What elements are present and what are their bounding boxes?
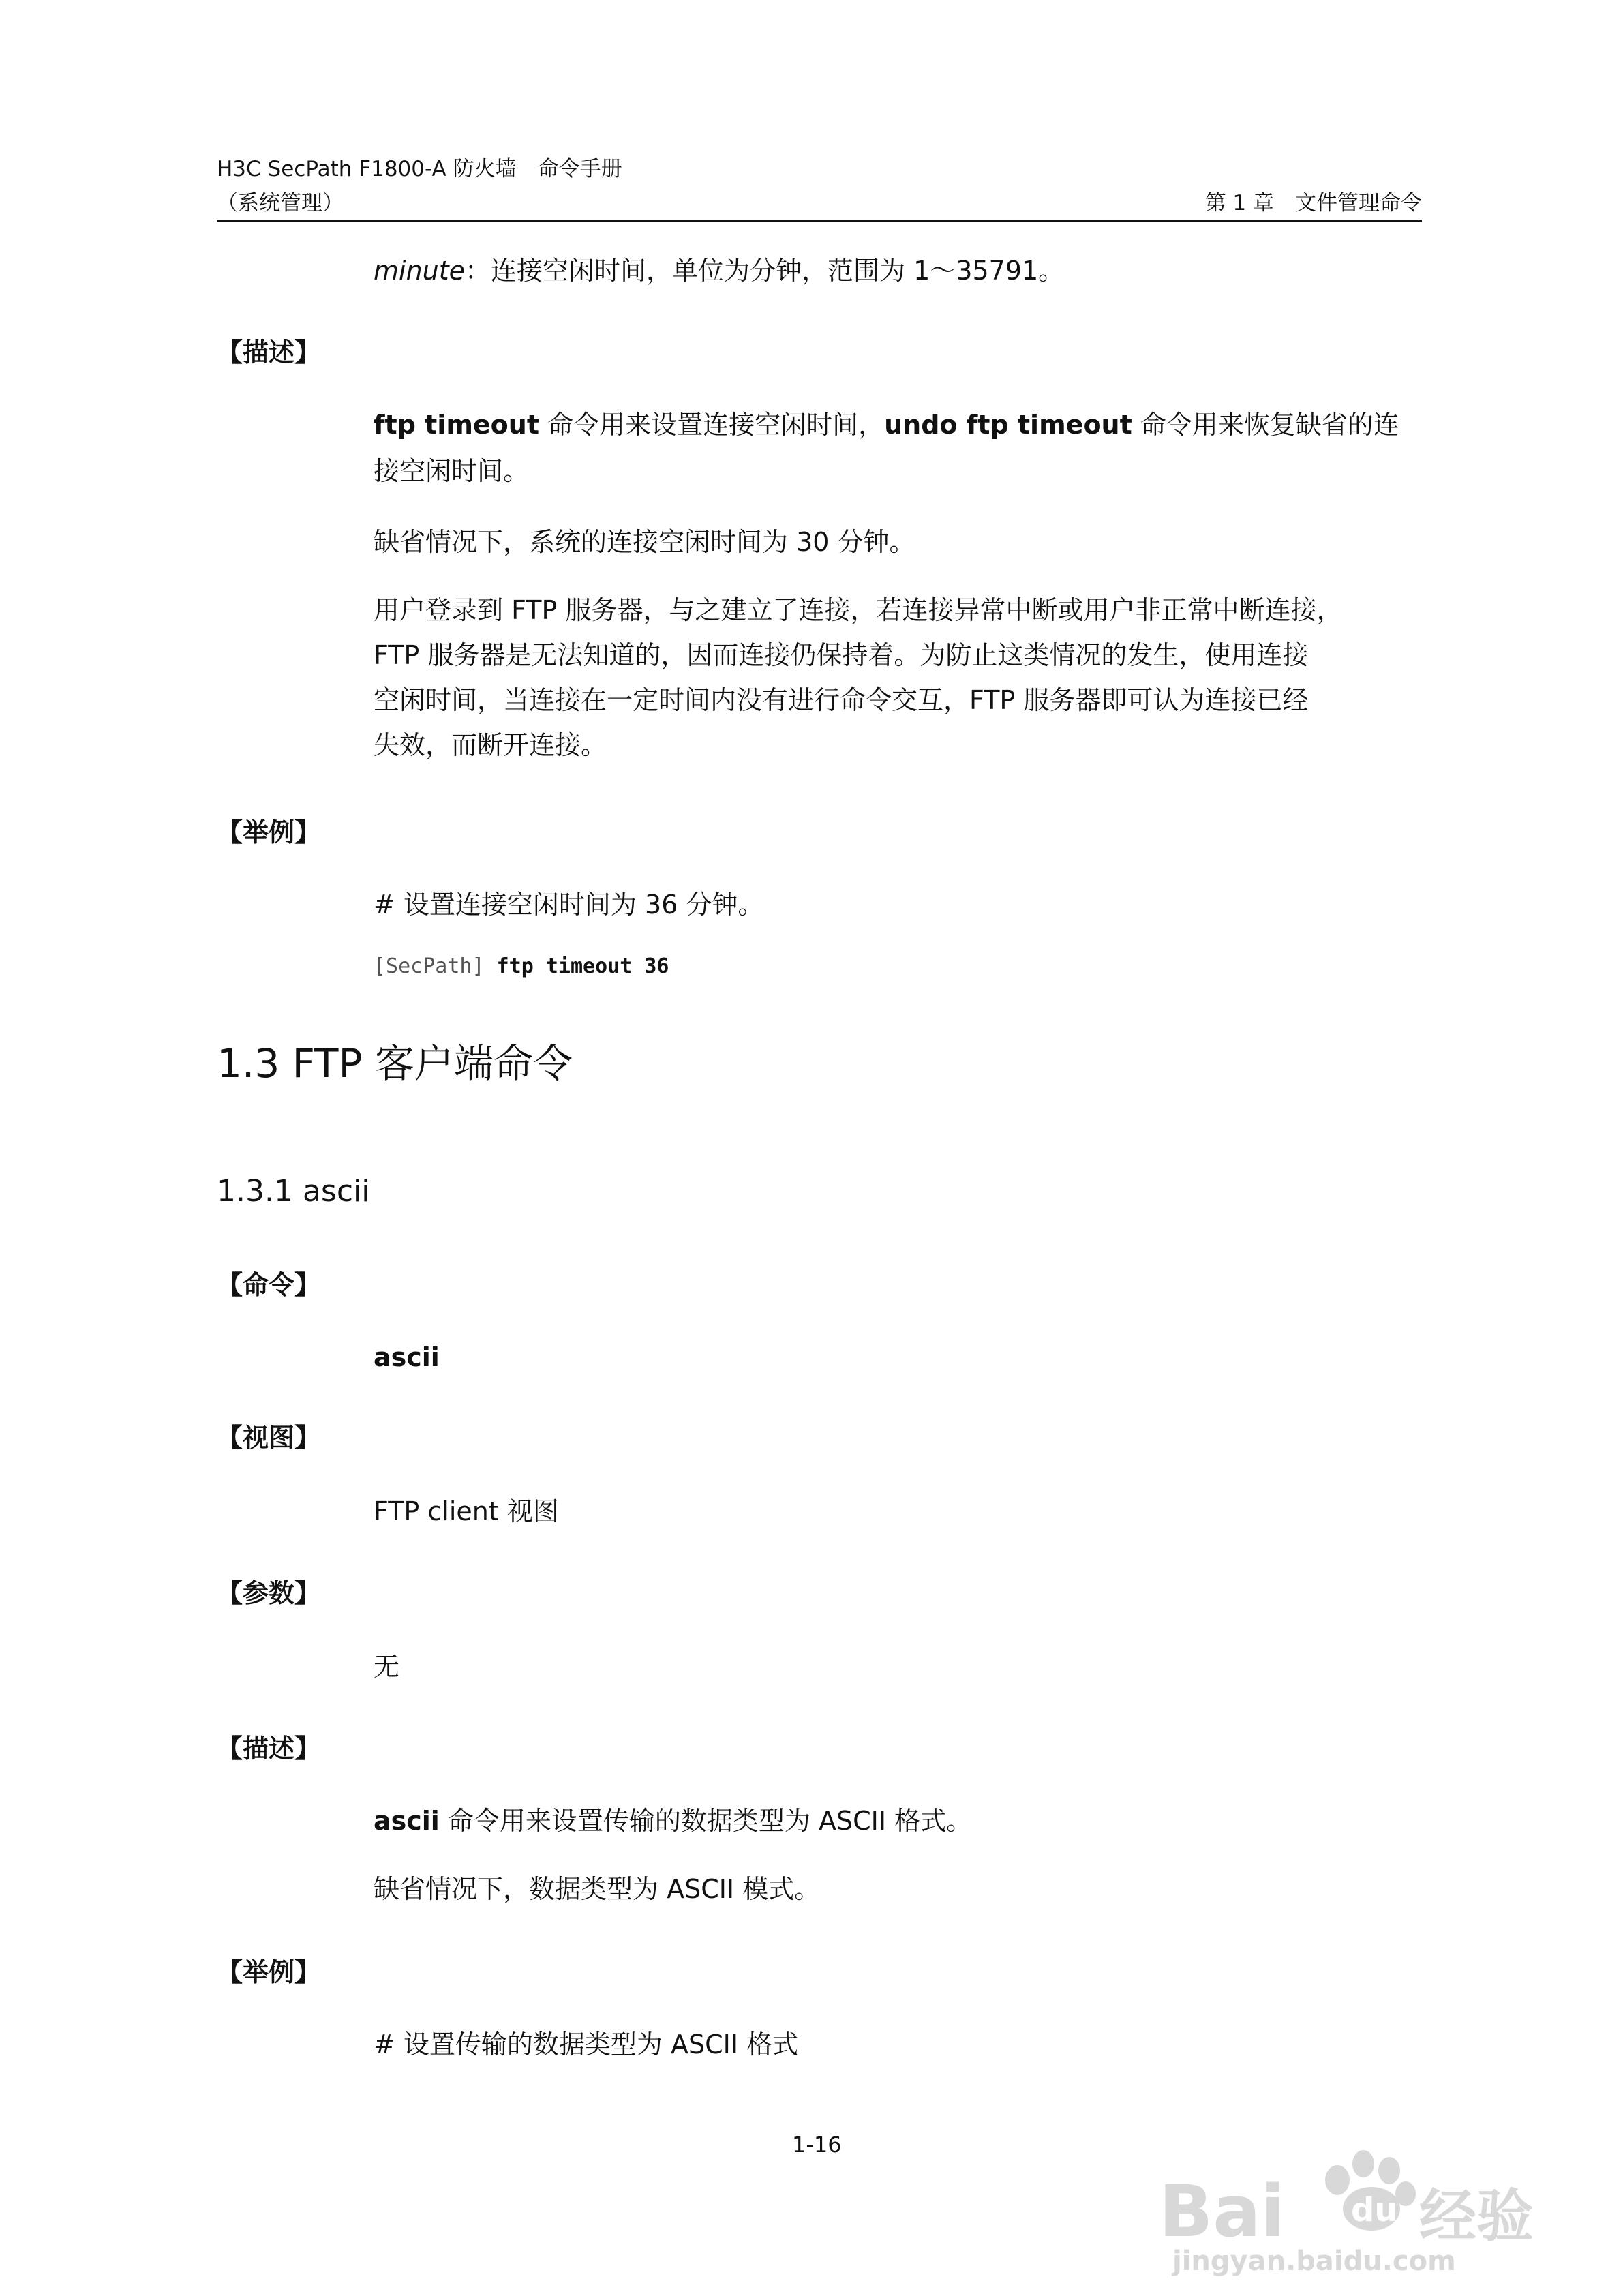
timeout-explain-line: FTP 服务器是无法知道的，因而连接仍保持着。为防止这类情况的发生，使用连接 [374, 640, 1309, 670]
cli-prompt: [SecPath] [374, 954, 485, 978]
ascii-example-comment: # 设置传输的数据类型为 ASCII 格式 [374, 2029, 799, 2059]
timeout-default: 缺省情况下，系统的连接空闲时间为 30 分钟。 [374, 527, 915, 557]
timeout-desc-line2: 接空闲时间。 [374, 456, 530, 486]
header-title: H3C SecPath F1800-A 防火墙 命令手册 [217, 157, 622, 181]
ascii-view-label: 【视图】 [217, 1423, 321, 1453]
ascii-cmd [374, 1340, 440, 1374]
timeout-example-label: 【举例】 [217, 817, 321, 847]
cmd-ascii: ascii [374, 1806, 440, 1836]
watermark-paw-text: du [1351, 2191, 1398, 2229]
desc-text: 命令用来设置传输的数据类型为 ASCII 格式。 [439, 1806, 973, 1836]
ascii-default: 缺省情况下，数据类型为 ASCII 模式。 [374, 1874, 821, 1904]
ascii-param-label: 【参数】 [217, 1578, 321, 1608]
watermark-logo [1159, 2141, 1541, 2277]
header-chapter: 第 1 章 文件管理命令 [1204, 191, 1422, 215]
desc-text: 命令用来设置连接空闲时间， [539, 410, 885, 440]
param-desc: ：连接空闲时间，单位为分钟，范围为 1～35791。 [465, 256, 1065, 286]
cmd-ascii: ascii [374, 1342, 440, 1372]
cli-command: ftp timeout 36 [496, 954, 669, 978]
cmd-ftp-timeout: ftp timeout [374, 410, 540, 440]
ascii-example-label: 【举例】 [217, 1957, 321, 1987]
subsection-title: 1.3.1 ascii [217, 1174, 370, 1209]
timeout-explain-line: 用户登录到 FTP 服务器，与之建立了连接，若连接异常中断或用户非正常中断连接， [374, 595, 1343, 625]
header-volume: （系统管理） [217, 191, 344, 215]
watermark-suffix: 经验 [1419, 2183, 1534, 2250]
ascii-view: FTP client 视图 [374, 1496, 559, 1526]
timeout-explain-line: 空闲时间，当连接在一定时间内没有进行命令交互，FTP 服务器即可认为连接已经 [374, 685, 1309, 715]
section-title: 1.3 FTP 客户端命令 [217, 1040, 573, 1087]
ascii-desc [374, 1804, 972, 1838]
ascii-param: 无 [374, 1652, 400, 1682]
baidu-jingyan-watermark [1159, 2141, 1541, 2277]
page-number: 1-16 [792, 2132, 842, 2158]
ascii-desc-label: 【描述】 [217, 1734, 321, 1764]
timeout-param [374, 254, 1064, 288]
timeout-desc-label: 【描述】 [217, 337, 321, 367]
header-divider [217, 220, 1422, 222]
cmd-undo-ftp-timeout: undo ftp timeout [884, 410, 1132, 440]
timeout-explain-line: 失效，而断开连接。 [374, 730, 607, 760]
timeout-example-comment: # 设置连接空闲时间为 36 分钟。 [374, 890, 764, 920]
watermark-url: jingyan.baidu.com [1172, 2246, 1456, 2277]
timeout-example-code [374, 953, 669, 980]
watermark-brand: Bai [1159, 2170, 1286, 2253]
ascii-cmd-label: 【命令】 [217, 1270, 321, 1300]
timeout-desc-line1 [374, 408, 1399, 442]
param-name: minute [374, 256, 466, 286]
desc-text: 命令用来恢复缺省的连 [1132, 410, 1399, 440]
